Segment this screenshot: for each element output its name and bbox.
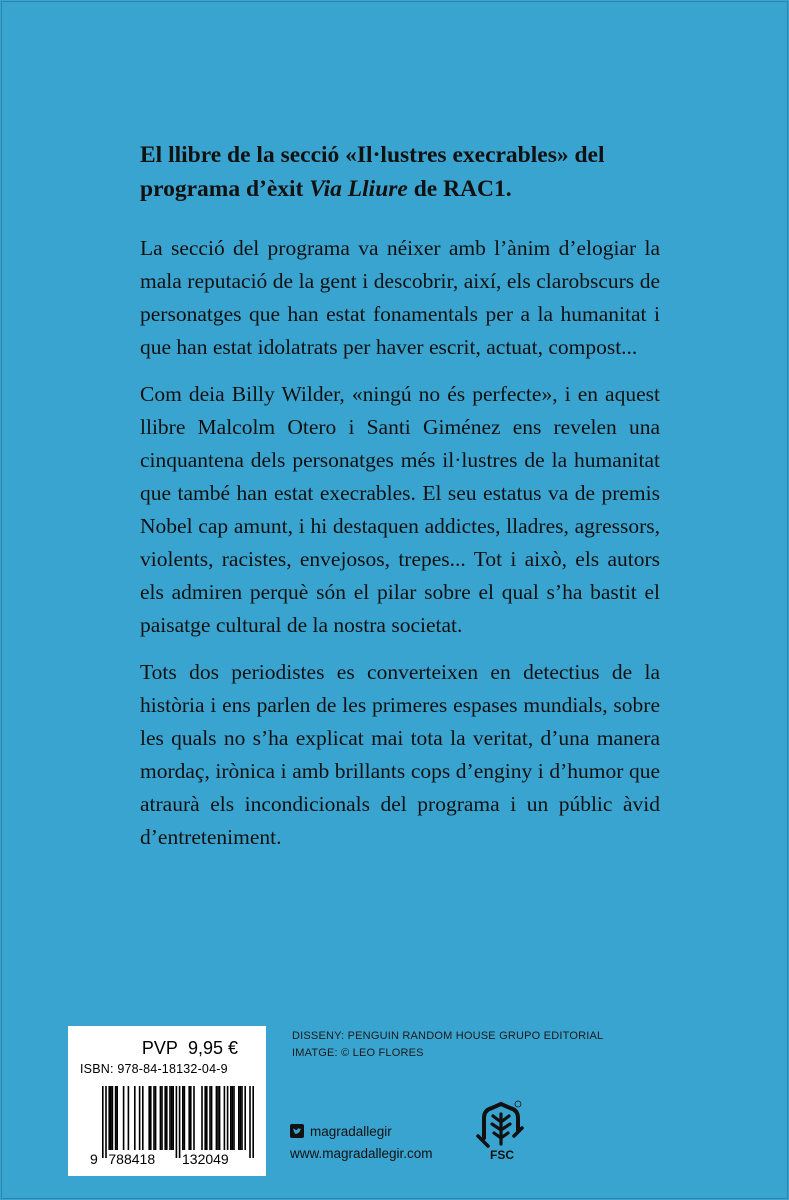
barcode-bar bbox=[153, 1086, 155, 1150]
barcode-bar bbox=[230, 1086, 232, 1150]
headline bbox=[140, 138, 660, 206]
fsc-label: FSC bbox=[490, 1148, 514, 1162]
twitter-icon bbox=[290, 1124, 304, 1138]
barcode-bar bbox=[139, 1086, 141, 1150]
barcode-bar bbox=[171, 1086, 173, 1150]
barcode-bar bbox=[108, 1086, 110, 1150]
barcode-bar bbox=[193, 1086, 195, 1150]
barcode-bar bbox=[164, 1086, 166, 1150]
barcode-bar bbox=[116, 1086, 118, 1150]
isbn-barcode bbox=[88, 1086, 256, 1166]
barcode-bar bbox=[244, 1086, 246, 1150]
barcode-bar bbox=[190, 1086, 192, 1150]
price-barcode-box bbox=[68, 1026, 266, 1176]
barcode-bar bbox=[241, 1086, 243, 1150]
barcode-bar bbox=[204, 1086, 206, 1150]
barcode-bar bbox=[155, 1086, 157, 1150]
barcode-bar bbox=[148, 1086, 150, 1150]
barcode-bar bbox=[128, 1086, 130, 1150]
barcode-bar bbox=[211, 1086, 213, 1150]
website-url: www.magradallegir.com bbox=[290, 1145, 433, 1161]
barcode-bar bbox=[249, 1086, 251, 1158]
barcode-bar bbox=[142, 1086, 144, 1150]
barcode-bar bbox=[209, 1086, 211, 1150]
design-credit: DISSENY: PENGUIN RANDOM HOUSE GRUPO EDITORIAL bbox=[292, 1030, 604, 1042]
barcode-bar bbox=[233, 1086, 235, 1150]
barcode-bar bbox=[102, 1086, 104, 1158]
price-value: 9,95 € bbox=[187, 1038, 238, 1058]
synopsis-paragraph-2: Com deia Billy Wilder, «ningú no és perfecte», i en aquest llibre Malcolm Otero i Santi Giménez ens revelen una cinquantena dels personatges més il·lustres de la humanitat que també han estat execrables. El seu estatus va de premis Nobel cap amunt, i hi destaquen addictes, lladres, agressors, violents, racistes, envejosos, trepes... Tot i això, els autors els admiren perquè són el pilar sobre el qual s’ha bastit el paisatge cultural de la nostra societat. bbox=[140, 382, 660, 637]
synopsis-paragraph-3: Tots dos periodistes es converteixen en detectius de la història i ens parlen de les primeres espases mundials, sobre les quals no s’ha explicat mai tota la veritat, d’una manera mordaç, irònica i amb brillants cops d’enginy i d’humor que atraurà els incondicionals del programa i un públic àvid d’entreteniment. bbox=[140, 660, 660, 849]
barcode-bar bbox=[160, 1086, 162, 1150]
barcode-bar bbox=[252, 1086, 254, 1158]
twitter-handle: magradallegir bbox=[310, 1123, 392, 1139]
barcode-bar bbox=[179, 1086, 181, 1158]
barcode-bar bbox=[105, 1086, 107, 1158]
barcode-bar bbox=[115, 1086, 117, 1150]
program-name: Via Lliure bbox=[309, 176, 408, 202]
price-tag bbox=[142, 1038, 238, 1059]
barcode-bar bbox=[201, 1086, 203, 1150]
image-credit: IMATGE: © LEO FLORES bbox=[292, 1047, 424, 1059]
barcode-bar bbox=[150, 1086, 152, 1150]
synopsis-paragraph-1: La secció del programa va néixer amb l’ànim d’elogiar la mala reputació de la gent i descobrir, així, els clarobscurs de personatges que han estat fonamentals per a la humanitat i que han estat idolatrats per haver escrit, actuat, compost... bbox=[140, 236, 660, 359]
barcode-bar bbox=[238, 1086, 240, 1150]
headline-station: de RAC1. bbox=[407, 176, 512, 202]
barcode-bar bbox=[219, 1086, 221, 1150]
price-label: PVP bbox=[141, 1038, 178, 1058]
barcode-bar bbox=[216, 1086, 218, 1150]
headline-intro: El llibre de la secció «Il·lustres execrables» del programa d’èxit bbox=[140, 142, 605, 202]
barcode-bar bbox=[184, 1086, 186, 1150]
social-links bbox=[290, 1120, 433, 1164]
barcode-bar bbox=[134, 1086, 136, 1150]
synopsis bbox=[140, 232, 660, 868]
barcode-bar bbox=[232, 1086, 234, 1150]
barcode-bar bbox=[166, 1086, 168, 1150]
barcode-bar bbox=[112, 1086, 114, 1150]
barcode-bar bbox=[123, 1086, 125, 1150]
barcode-bar bbox=[169, 1086, 171, 1150]
barcode-bar bbox=[227, 1086, 229, 1150]
barcode-digits: 788418 bbox=[108, 1151, 156, 1166]
barcode-bar bbox=[240, 1086, 242, 1150]
barcode-bar bbox=[161, 1086, 163, 1150]
barcode-bar bbox=[176, 1086, 178, 1158]
barcode-bar bbox=[110, 1086, 112, 1150]
barcode-bar bbox=[206, 1086, 208, 1150]
barcode-bar bbox=[217, 1086, 219, 1150]
credits bbox=[292, 1028, 603, 1062]
barcode-digits: 132049 bbox=[182, 1151, 229, 1166]
barcode-bar bbox=[224, 1086, 226, 1150]
website-row bbox=[290, 1142, 433, 1164]
barcode-bar bbox=[172, 1086, 174, 1150]
barcode-bar bbox=[188, 1086, 190, 1150]
isbn-number: ISBN: 978-84-18132-04-9 bbox=[80, 1062, 228, 1076]
barcode-digits: 9 bbox=[90, 1151, 98, 1166]
twitter-handle-row bbox=[290, 1120, 433, 1142]
barcode-bar bbox=[182, 1086, 184, 1150]
